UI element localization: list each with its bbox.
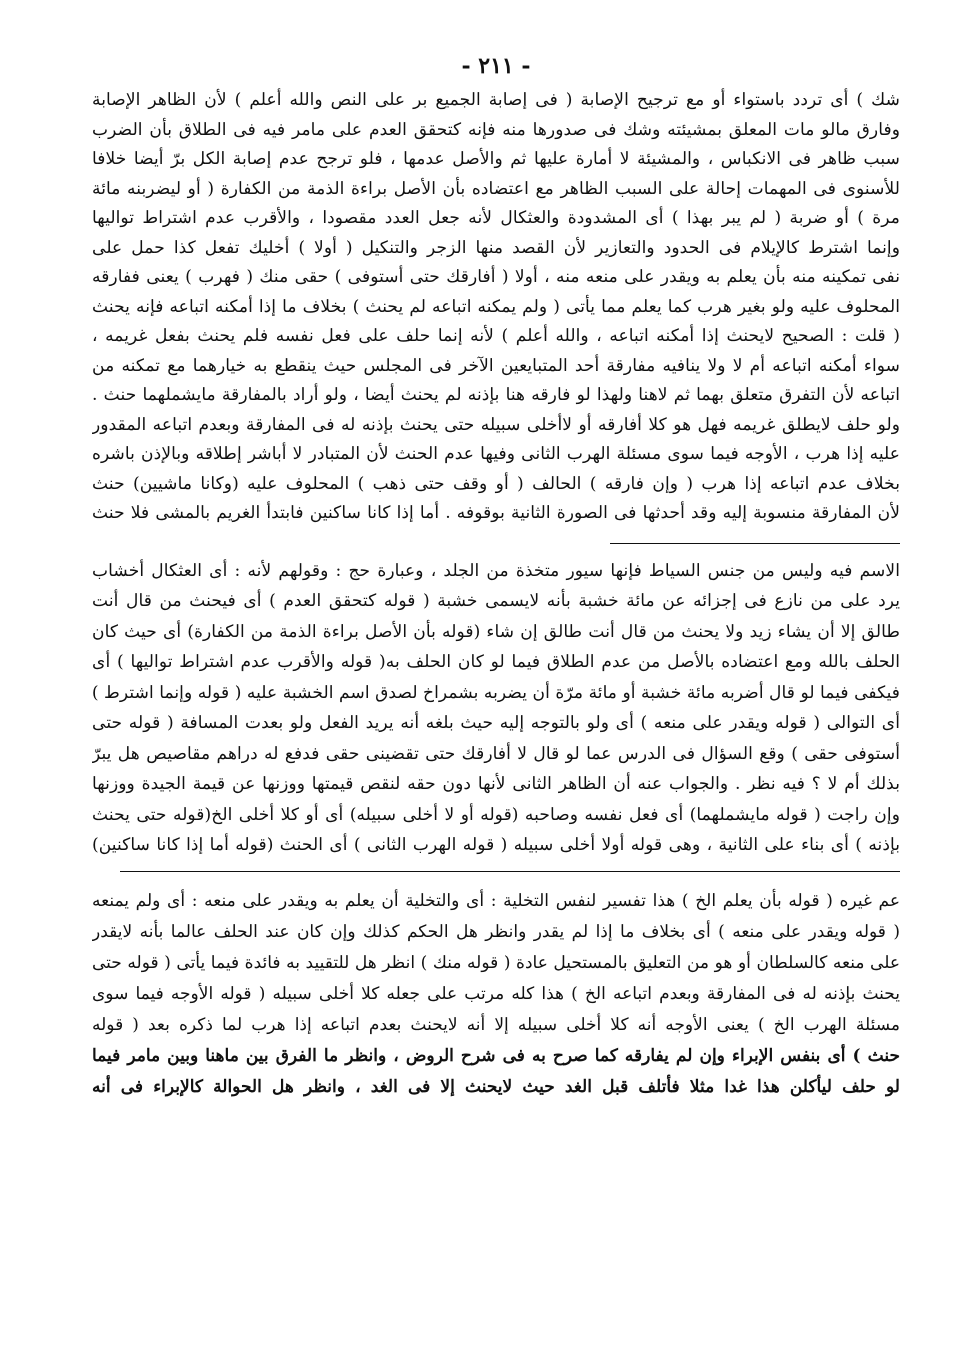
hashiya-line: الاسم فيه وليس من جنس السياط فإنها سيور متخذة من الجلد ، وعبارة حج : وقولهم لأنه : أى العثكال أخشاب [92,560,900,581]
footnote-divider [610,543,900,544]
main-text-line: لأن المفارقة منسوبة إليه وقد أحدثها فى الصورة الثانية بوقوفه . أما إذا كانا ساكنين فابتدأ الغريم بالمشى فلا حنث [92,503,900,523]
second-commentary [92,886,900,1103]
hashiya-line: أستوفى حقى ) وقع السؤال فى الدرس عما لو قال لا أفارقك حتى تقضينى حقى فدفع له دراهم مقاصيص هل يبرّ [92,743,900,764]
main-text-line: وإنما اشترط كالإيلام فى الحدود والتعازير لأن القصد منها الزجر والتنكيل ( أولا ) أخليك تفعل كذا حمل على [92,237,900,258]
main-text-line: سبب ظاهر فى الانكباس ، والمشيئة لا أمارة عليها ثم والأصل عدمها ، فلو ترجح عدم إصابة الكل برّ أيضا خلافا [92,149,900,169]
page-number: - ٢١١ - [461,53,531,79]
hashiya-line: بذلك أم لا ؟ فيه نظر . والجواب عنه أن الظاهر الثانى لأنها دون حقه لنقص قيمتها ووزنها عن قيمة الجيدة ووزنها [92,774,900,794]
hashiya-line: أى التوالى ( قوله ويقدر على منعه ) أى ولو بالتوجه إليه حيث بلغه أنه يريد الفعل ولو بعدت المسافة ( قوله حتى [92,713,900,733]
main-text-line: ( قلت : الصحيح لايحنث إذا أمكنه اتباعه ، والله أعلم ) لأنه إنما حلف على فعل نفسه فلم يحنث بفعل غريمه ، [92,326,900,346]
main-text-line: اتباعه لأن التفرق متعلق بهما ثم لاهنا ولهذا لو فارقه هنا بإذنه لم يحنث أيضا ، ولو أراد بالمفارقة مايشملهما حنث . [92,385,900,405]
main-text-line: وفارق مالو مات المعلق بمشيئته وشك فى صدورها منه فإنه كتحقق العدم على مامر فيه فى الطلاق بأن الضرب [92,119,900,140]
hashiya-line: يرد على من نازع فى إجزائه عن مائة خشبة بأنه لايسمى خشبة ( قوله كتحقق العدم ) أى فيحنث من قال أنت [92,591,900,611]
commentary-line: عم غيره ( قوله بأن يعلم الخ ) هذا تفسير لنفس التخلية : أى والتخلية أن يعلم به ويقدر على منعه : أى ولم يمنعه [92,890,900,911]
main-text-line: سواء أمكنه اتباعه أم لا ولا ينافيه مفارقة أحد المتبايعين الآخر فى المجلس حيث ينقطع به خيارهما مع تمكنه من [92,355,900,376]
main-text-line: المحلوف عليه ولو بغير هرب كما يعلم مما يأتى ( ولم يمكنه اتباعه لم يحنث ) بخلاف ما إذا أمكنه اتباعه فإنه يحنث [92,296,900,317]
main-text-line: للأسنوى فى المهمات إحالة على السبب الظاهر مع اعتضاده بأن الأصل براءة الذمة من الكفارة ( أو ليضربنه مائة [92,178,900,199]
commentary-line: مسئلة الهرب الخ ) يعنى الأوجه أنه كلا أخلى سبيله إلا أنه لايحنث بعدم اتباعه إذا هرب لما ذكره بعد ( قوله [92,1014,900,1035]
main-text-line: ولو حلف لايطلق غريمه فهل هو كلا أفارقه أو لاأخلى سبيله حتى يحنث بإذنه له فى المفارقة وبعدم اتباعه المقدور [92,414,900,435]
hashiya-line: بإذنه ) أى بناء على الثانية ، وهى قوله أولا أخلى سبيله ( قوله الهرب الثانى ) أى الحنث (قوله أما إذا كانا ساكنين) [92,835,900,855]
commentary-line: حنث ) أى بنفس الإبراء وإن لم يفارقه كما صرح به فى شرح الروض ، وانظر ما الفرق بين ماهنا وبين مامر فيما [92,1045,900,1066]
main-text-line: مرة ) أو ضربة ( لم يبر بهذا ) أى المشدودة والعثكال لأنه جعل العدد مقصودا ، والأقرب عدم اشتراط تواليها [92,208,900,228]
hashiya-line: طالق إلا أن يشاء زيد ولا يحنث من قال أنت طالق إن شاء (قوله بأن الأصل براءة الذمة من الكفارة) أى حيث كان [92,621,900,642]
footnote-divider [120,871,900,872]
commentary-line: يحنث بإذنه له فى المفارقة وبعدم اتباعه الخ ) هذا كله مرتب على جعله كلا أخلى سبيله ( قوله الأوجه فيما سوى [92,983,900,1004]
commentary-line: على منعه كالسلطان أو هو من التعليق بالمستحيل عادة ( قوله منك ) انظر هل للتقييد به فائدة فيما يأتى ( قوله حتى [92,952,900,973]
main-text-line: شك ) أى تردد باستواء أو مع ترجيح الإصابة ( فى إصابة الجميع بر على النص والله أعلم ) لأن الظاهر الإصابة [92,90,900,110]
book-page [92,46,900,1346]
main-text-line: بخلاف عدم اتباعه إذا هرب ( وإن فارقه ) الحالف ( أو وقف حتى ذهب ) المحلوف عليه (وكانا ماشيين) حنث [92,473,900,494]
hashiya-commentary [92,556,900,861]
commentary-line: لو حلف ليأكلن هذا غدا مثلا فأتلف قبل الغد حيث لايحنث إلا فى الغد ، وانظر هل الحوالة كالإبراء فى أنه [92,1076,900,1097]
commentary-line: ( قوله ويقدر على منعه ) أى بخلاف ما إذا لم يقدر وانظر هل الحكم كذلك وإن كان عند الحلف عالما بأنه لايقدر [92,921,900,942]
main-text [92,86,900,529]
hashiya-line: وإن راجت ( قوله مايشملهما) أى فعل نفسه وصاحبه (قوله أو لا أخلى سبيله) أى أو كلا أخلى الخ(قوله حتى يحنث [92,804,900,825]
main-text-line: عليه إذا هرب ، الأوجه فيما سوى مسئلة الهرب الثانى وفيها عدم الحنث لأن المتبادر لا أباشر إطلاقه وبالإذن باشره [92,444,900,464]
main-text-line: نفى تمكينه منه بأن يعلم به ويقدر على منعه منه ، أولا ( أفارقك حتى أستوفى ) حقى منك ( فهرب ) يعنى ففارقه [92,267,900,287]
hashiya-line: فيكفى فيما لو قال أضربه مائة خشبة أو مائة مرّة أن يضربه بشمراخ لصدق اسم الخشبة عليه ( قوله وإنما اشترط ) [92,682,900,703]
hashiya-line: الحلف بالله ومع اعتضاده بالأصل من عدم الطلاق فيما لو كان الحلف به( قوله والأقرب عدم اشتراط تواليها ) أى [92,652,900,672]
